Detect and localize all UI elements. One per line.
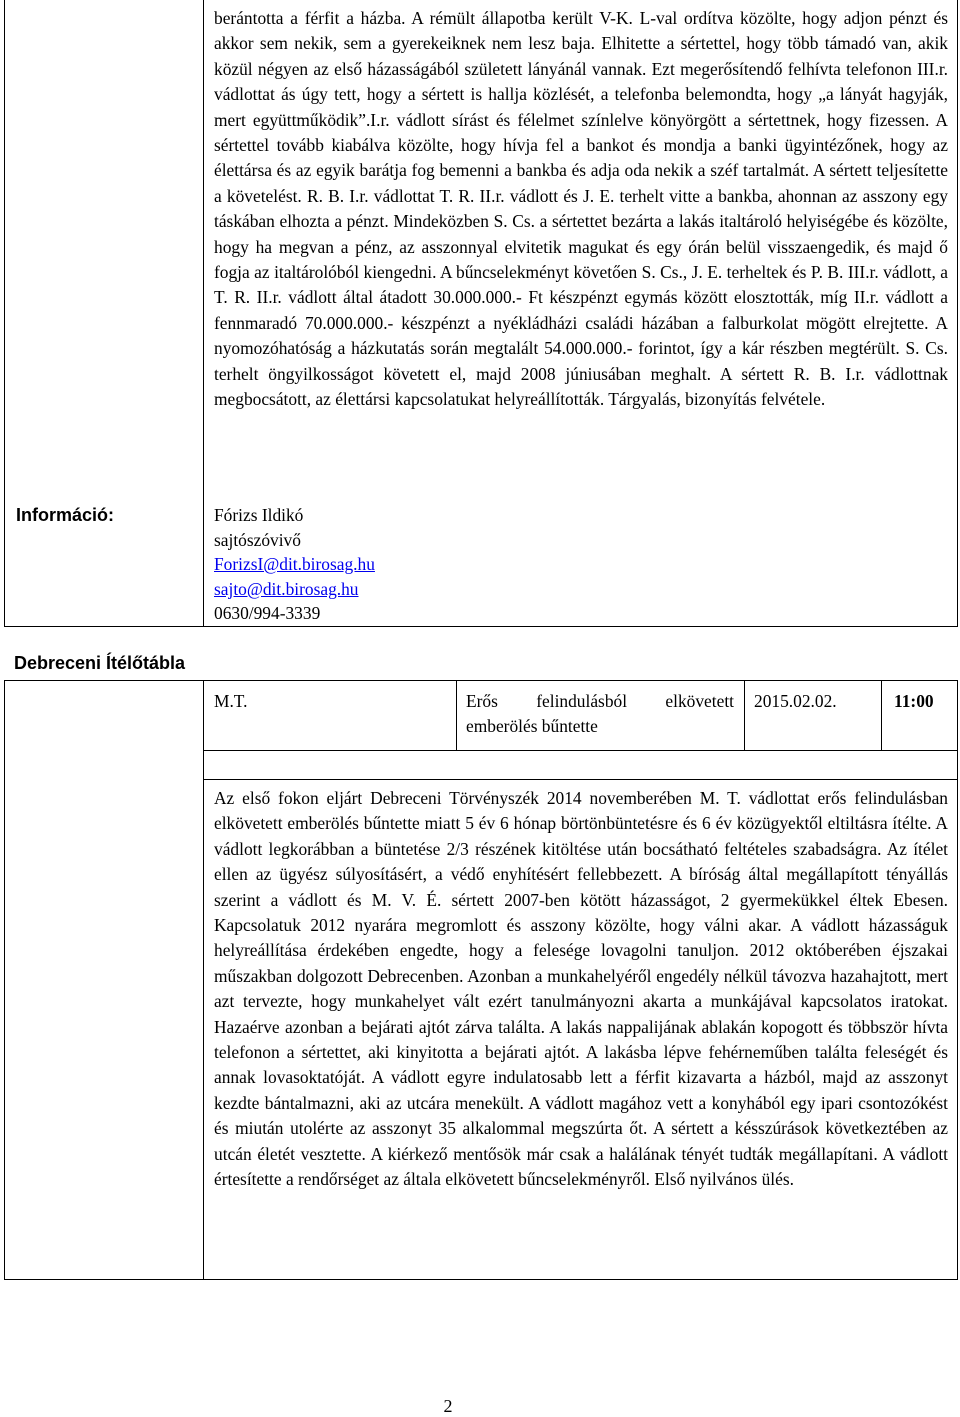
info-label: Információ: <box>16 505 115 525</box>
court-name: Debreceni Ítélőtábla <box>14 653 186 673</box>
info-paragraph: berántotta a férfit a házba. A rémült állapotba került V-K. L-val ordítva közölte, hogy adjon pénzt és akkor sem nekik, sem a gyerekeiknek nem lesz baja. Elhitette a sértettel, hogy több támadó van, akik közül négyen az első házasságából született lányánál vannak. Ezt megerősítendő felhívta telefonon III.r. vádlottat ás úgy tett, hogy a sértett is hallja közlését, a telefonba belemondta, hogy „a lányát hagyják, mert együttműködik”.I.r. vádlott sírást és félelmet színlelve könyörgött a sértettnek, hogy fizessen. A sértettel tovább kiabálva közölte, hogy hívja fel a bankot és mondja a banki ügyintézőnek, hogy az élettársa és az egyik barátja fog bemenni a bankba és adja oda nekik a széf tartalmát. A sértett teljesítette a követelést. R. B. I.r. vádlottat T. R. II.r. vádlott és J. E. terhelt vitte a bankba, ahonnan az asszony egy táskában elhozta a pénzt. Mindeközben S. Cs. a sértettet bezárta a lakás italtároló helyiségébe és közölte, hogy ha megvan a pénz, az asszonnyal elvitetik magukat és egy órán belül visszaengedik, és majd ő fogja az italtárolóból kiengedni. A bűncselekményt követően S. Cs., J. E. terheltek és P. B. III.r. vádlott, a T. R. II.r. vádlott által átadott 30.000.000.- Ft készpénzt egymás között elosztották, míg II.r. vádlott a fennmaradó 70.000.000.- készpénzt a nyékládházi családi házában a falburkolat mögött elrejtette. A nyomozóhatóság a házkutatás során megtalált 54.000.000.- forintot, így a kár részben megtérült. S. Cs. terhelt öngyilkosságot követett el, majd 2008 júniusában meghalt. A sértett R. B. I.r. vádlottnak megbocsátott, az élettársi kapcsolatukat helyreállították. Tárgyalás, bizonyítás felvétele. <box>214 8 948 410</box>
court-table-left-border <box>4 680 5 1280</box>
contact-phone: 0630/994-3339 <box>214 603 321 624</box>
charge-cell: Erős felindulásból elkövetett emberölés bűntette <box>466 691 734 736</box>
header-row-bottom-border <box>203 750 957 751</box>
date-cell: 2015.02.02. <box>754 691 837 711</box>
contact-email-link[interactable]: ForizsI@dit.birosag.hu <box>214 554 375 575</box>
court-table-column-divider <box>203 680 204 1280</box>
spacer-row-bottom-border <box>203 779 957 780</box>
court-table-top-border <box>4 680 957 681</box>
page-number: 2 <box>443 1396 453 1416</box>
contact-role: sajtószóvivő <box>214 529 301 550</box>
table-bottom-border <box>4 626 957 627</box>
table-left-border <box>4 0 5 627</box>
court-table-bottom-border <box>4 1279 957 1280</box>
defendant-cell: M.T. <box>214 691 248 711</box>
contact-press-email-link[interactable]: sajto@dit.birosag.hu <box>214 578 359 599</box>
header-cell-divider-2 <box>744 680 745 751</box>
table-column-divider <box>203 0 204 627</box>
header-cell-divider-1 <box>456 680 457 751</box>
time-cell: 11:00 <box>894 691 934 711</box>
contact-block <box>214 503 375 626</box>
contact-name: Fórizs Ildikó <box>214 505 304 525</box>
court-paragraph: Az első fokon eljárt Debreceni Törvényszék 2014 novemberében M. T. vádlottat erős felindulásban elkövetett emberölés bűntette miatt 5 év 6 hónap börtönbüntetésre és 6 év közügyektől eltiltásra ítélte. A vádlott legkorábban a büntetése 2/3 részének kitöltése után bocsátható feltételes szabadságra. Az ítélet ellen az ügyész súlyosításért, a védő enyhítésért fellebbezett. A bíróság által megállapított tényállás szerint a vádlott és M. V. É. sértett 2007-ben kötött házasságot, 2 gyermekükkel éltek Ebesen. Kapcsolatuk 2012 nyarára megromlott és asszony közölte, hogy válni akar. A vádlott házasságuk helyreállítása érdekében engedte, hogy a felesége lovagolni tanuljon. 2012 októberében éjszakai műszakban dolgozott Debrecenben. Azonban a munkahelyéről engedély nélkül távozva hazahajtott, mert azt tervezte, hogy munkahelyet vált ezért tanulmányozni akarta a munkájával kapcsolatos iratokat. Hazaérve azonban a bejárati ajtót zárva találta. A lakás nappalijának ablakán kopogott és többször hívta telefonon a sértettet, aki kinyitotta a bejárati ajtót. A lakásba lépve fehérneműben találta feleségét és annak lovasoktatóját. A vádlott egyre indulatosabb lett a férfit kizavarta a házból, majd az asszonyt kezdte bántalmazni, aki az utcára menekült. A vádlott magához vett a konyhából egy ipari csontozókést és miután utolérte az asszonyt 35 alkalommal megszúrta őt. A sértett a késszúrások következtében az utcán életét vesztette. A kiérkező mentősök már csak a halálának tényét tudták megállapítani. A vádlott értesítette a rendőrséget az általa elkövetett bűncselekményről. Első nyilvános ülés. <box>214 788 948 1190</box>
table-right-border <box>957 0 958 627</box>
court-table-right-border <box>957 680 958 1280</box>
header-cell-divider-3 <box>881 680 882 751</box>
